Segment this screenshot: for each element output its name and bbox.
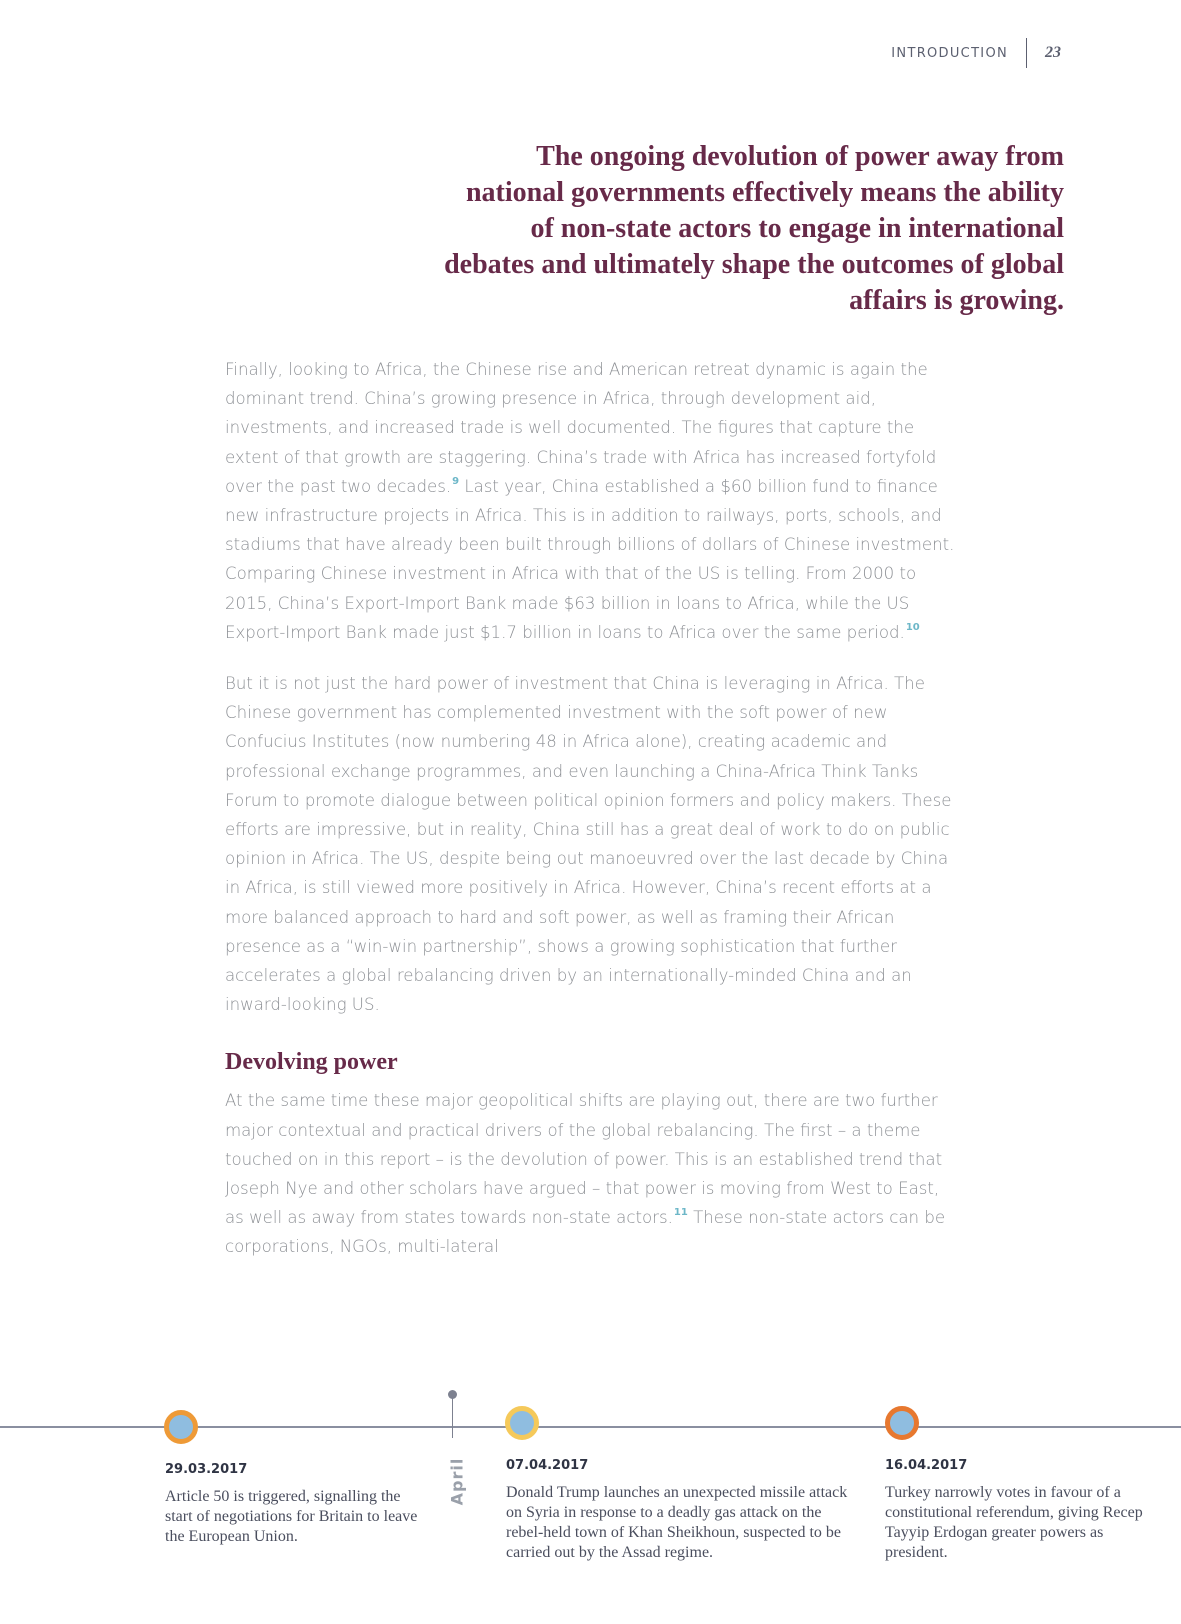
section-heading: Devolving power <box>225 1049 398 1076</box>
section-label: INTRODUCTION <box>891 45 1008 61</box>
body-text <box>225 355 955 1284</box>
event-date: 16.04.2017 <box>885 1458 968 1473</box>
month-label: April <box>447 1457 467 1506</box>
timeline-marker-3 <box>885 1406 919 1440</box>
timeline-marker-2 <box>505 1406 539 1440</box>
event-date: 07.04.2017 <box>506 1458 589 1473</box>
footnote-ref-10[interactable]: 10 <box>905 621 920 633</box>
paragraph-3 <box>225 1086 955 1261</box>
paragraph-1-part-1: Finally, looking to Africa, the Chinese rise and American retreat dynamic is again the dominant trend. China’s growing presence in Africa, through development aid, investments, and increased trade is well documented. The figures that capture the extent of that growth are staggering. China’s trade with Africa has increased fortyfold over the past two decades. <box>225 360 937 496</box>
timeline-event-1 <box>165 1462 425 1547</box>
page-number: 23 <box>1045 44 1061 61</box>
pull-quote: The ongoing devolution of power away from national governments effectively means the ability of non-state actors to engage in international debates and ultimately shape the outcomes of global affairs is growing. <box>444 141 1064 316</box>
paragraph-2: But it is not just the hard power of investment that China is leveraging in Africa. The Chinese government has complemented investment with the soft power of new Confucius Institutes (now numbering 48 in Africa alone), creating academic and professional exchange programmes, and even launching a China-Africa Think Tanks Forum to promote dialogue between political opinion formers and policy makers. These efforts are impressive, but in reality, China still has a great deal of work to do on public opinion in Africa. The US, despite being out manoeuvred over the last decade by China in Africa, is still viewed more positively in Africa. However, China’s recent efforts at a more balanced approach to hard and soft power, as well as framing their African presence as a “win-win partnership”, shows a growing sophistication that further accelerates a global rebalancing driven by an internationally-minded China and an inward-looking US. <box>225 674 952 1015</box>
timeline <box>0 1370 1181 1624</box>
event-text: Turkey narrowly votes in favour of a constitutional referendum, giving Recep Tayyip Erdogan greater powers as president. <box>885 1484 1143 1561</box>
paragraph-1-part-2: Last year, China established a $60 billion fund to finance new infrastructure projects in Africa. This is in addition to railways, ports, schools, and stadiums that have already been built through billions of dollars of Chinese investment. Comparing Chinese investment in Africa with that of the US is telling. From 2000 to 2015, China’s Export-Import Bank made $63 billion in loans to Africa, while the US Export-Import Bank made just $1.7 billion in loans to Africa over the same period. <box>225 476 955 642</box>
april-tick <box>452 1394 453 1438</box>
page-header <box>891 38 1061 68</box>
footnote-ref-9[interactable]: 9 <box>452 475 460 487</box>
event-text: Donald Trump launches an unexpected missile attack on Syria in response to a deadly gas attack on the rebel-held town of Khan Sheikhoun, suspected to be carried out by the Assad regime. <box>506 1484 848 1561</box>
event-date: 29.03.2017 <box>165 1462 248 1477</box>
april-dot <box>448 1390 457 1399</box>
footnote-ref-11[interactable]: 11 <box>673 1207 688 1219</box>
timeline-marker-1 <box>164 1410 198 1444</box>
paragraph-1 <box>225 355 955 647</box>
paragraph-3-part-1: At the same time these major geopolitical shifts are playing out, there are two further major contextual and practical drivers of the global rebalancing. The first – a theme touched on in this report – is the devolution of power. This is an established trend that Joseph Nye and other scholars have argued – that power is moving from West to East, as well as away from states towards non-state actors. <box>225 1091 943 1228</box>
paragraph-3-part-2: These non-state actors can be corporations, NGOs, multi-lateral <box>225 1208 946 1257</box>
timeline-event-2 <box>506 1458 851 1563</box>
event-text: Article 50 is triggered, signalling the start of negotiations for Britain to leave the European Union. <box>165 1488 418 1545</box>
timeline-event-3 <box>885 1458 1145 1563</box>
